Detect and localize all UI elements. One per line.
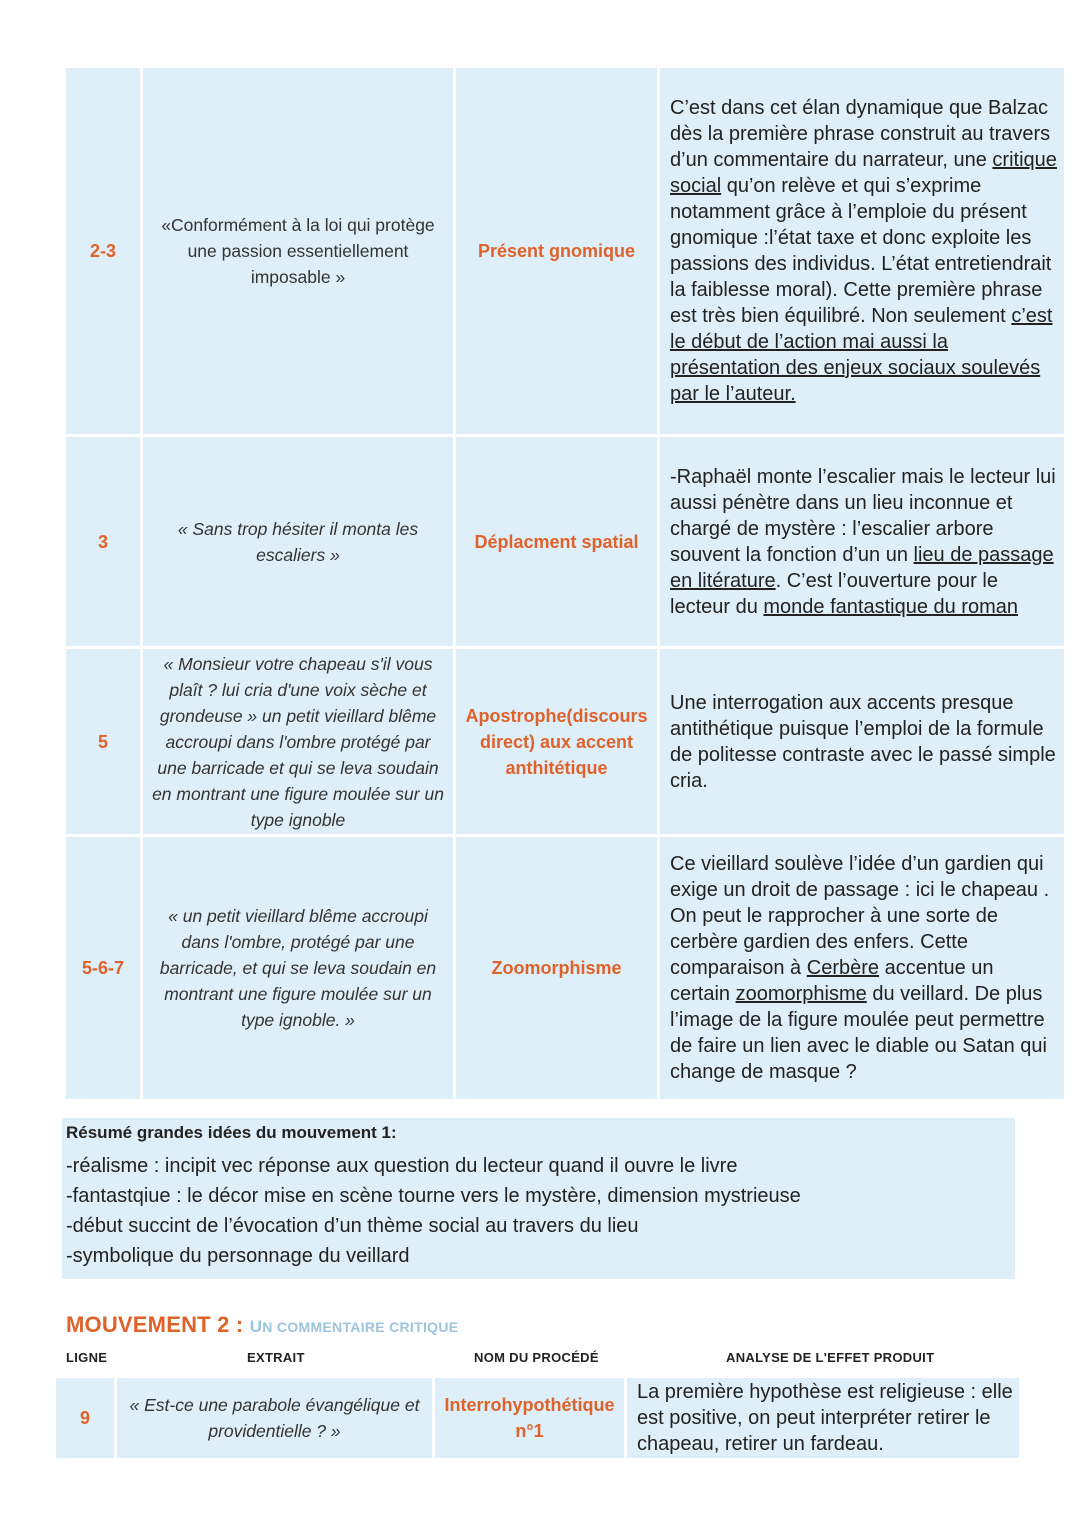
underlined-text: critique social [670,149,1057,197]
table-row [66,437,1064,646]
summary-title: Résumé grandes idées du mouvement 1: [66,1123,397,1142]
procede-cell: Interrohypothétique n°1 [435,1378,624,1458]
underlined-text: Cerbère [806,957,880,979]
underlined-text: c’est le début de l’action mai aussi la présentation des enjeux sociaux soulevés par le l’auteur. [670,305,1053,405]
analysis-text: -Raphaël monte l’escalier mais le lecteur lui aussi pénètre dans un lieu inconnue et chargé de mystère : l’escalier arbore souvent la fonction d’un un [670,465,1056,566]
analysis-cell [660,437,1064,646]
analysis-cell: Une interrogation aux accents presque antithétique puisque l’emploi de la formule de politesse contraste avec le passé simple cria. [660,649,1064,834]
analysis-table-movement-2 [53,1375,1022,1461]
procede-cell: Apostrophe(discours direct) aux accent anthitétique [456,649,657,834]
underlined-text: monde fantastique du roman [763,595,1018,618]
line-cell: 9 [56,1378,114,1458]
analysis-table-movement-1 [63,65,1067,1102]
column-header-procede: NOM DU PROCÉDÉ [474,1350,599,1365]
analysis-text: Ce vieillard soulève l’idée d’un gardien qui exige un droit de passage : ici le chapeau . On peut le rapprocher à une sorte de cerbère gardien des enfers. Cette comparaison à [670,853,1050,979]
extract-cell: « Sans trop hésiter il monta les escaliers » [143,437,453,646]
movement-subtitle: UN COMMENTAIRE CRITIQUE [249,1317,459,1336]
table-row [66,837,1064,1099]
line-cell: 2-3 [66,68,140,434]
summary-line: -début succint de l’évocation d’un thème social au travers du lieu [66,1215,639,1237]
analysis-cell [660,68,1064,434]
analysis-text: accentue un certain [670,957,994,1005]
column-header-analyse: ANALYSE DE L'EFFET PRODUIT [726,1350,935,1365]
movement-1-summary [62,1118,1015,1279]
analysis-text: . C’est l’ouverture pour le lecteur du [670,569,998,618]
analysis-text: C’est dans cet élan dynamique que Balzac dès la première phrase construit au travers d’un commentaire du narrateur, une [670,97,1051,171]
procede-cell: Présent gnomique [456,68,657,434]
column-header-extrait: EXTRAIT [247,1350,305,1365]
underlined-text: lieu de passage en litérature [670,543,1054,592]
procede-cell: Zoomorphisme [456,837,657,1099]
extract-cell: «Conformément à la loi qui protège une passion essentiellement imposable » [143,68,453,434]
table-row [56,1378,1019,1458]
extract-cell: « un petit vieillard blême accroupi dans l'ombre, protégé par une barricade, et qui se leva soudain en montrant une figure moulée sur un type ignoble. » [143,837,453,1099]
movement-label: MOUVEMENT 2 : [66,1312,250,1337]
underlined-text: zoomorphisme [735,983,867,1005]
line-cell: 3 [66,437,140,646]
extract-cell: « Est-ce une parabole évangélique et providentielle ? » [117,1378,432,1458]
analysis-cell [660,837,1064,1099]
column-header-ligne: LIGNE [66,1350,108,1365]
summary-line: -fantastqiue : le décor mise en scène tourne vers le mystère, dimension mystrieuse [66,1185,801,1207]
table-row [66,68,1064,434]
table-row [66,649,1064,834]
line-cell: 5 [66,649,140,834]
summary-line: -réalisme : incipit vec réponse aux question du lecteur quand il ouvre le livre [66,1155,738,1177]
analysis-cell: La première hypothèse est religieuse : elle est positive, on peut interpréter retirer le chapeau, retirer un fardeau. [627,1378,1019,1458]
analysis-text: qu’on relève et qui s’exprime notamment grâce à l’emploie du présent gnomique :l’état taxe et donc exploite les passions des individus. L’état entretiendrait la faiblesse moral). Cette première phrase est très bien équilibré. Non seulement [670,175,1052,327]
movement-2-heading [66,1312,458,1338]
extract-cell: « Monsieur votre chapeau s'il vous plaît ? lui cria d'une voix sèche et grondeuse » un petit vieillard blême accroupi dans l'ombre protégé par une barricade et qui se leva soudain en montrant une figure moulée sur un type ignoble [143,649,453,834]
procede-cell: Déplacment spatial [456,437,657,646]
analysis-text: du veillard. De plus l’image de la figure moulée peut permettre de faire un lien avec le diable ou Satan qui change de masque ? [670,983,1047,1083]
line-cell: 5-6-7 [66,837,140,1099]
summary-line: -symbolique du personnage du veillard [66,1245,410,1267]
